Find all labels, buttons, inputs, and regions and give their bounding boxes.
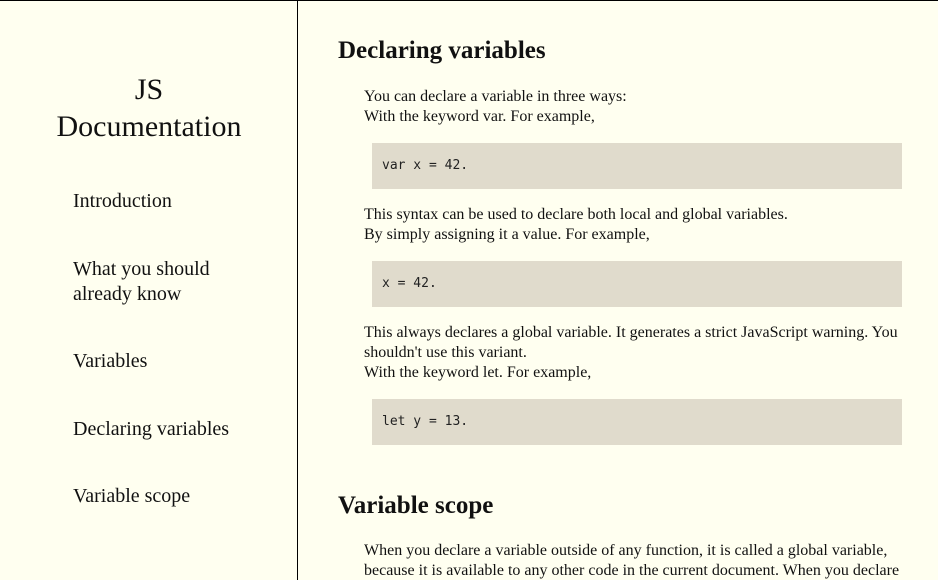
sidebar-title	[0, 71, 298, 145]
nav-link-variables[interactable]: Variables	[73, 350, 148, 372]
section-heading: Declaring variables	[338, 37, 546, 64]
paragraph	[364, 323, 928, 383]
nav-link-variable-scope[interactable]: Variable scope	[73, 485, 191, 507]
main-content	[299, 1, 938, 580]
section-heading: Variable scope	[338, 492, 494, 519]
sidebar-title-line1: JS	[134, 73, 164, 106]
code-block: x = 42.	[372, 261, 902, 307]
paragraph-line: You can declare a variable in three ways:	[364, 88, 627, 105]
code-block: var x = 42.	[372, 143, 902, 189]
paragraph-line: This syntax can be used to declare both local and global variables.	[364, 206, 788, 223]
navbar	[0, 1, 298, 580]
section-variable-scope	[338, 491, 938, 580]
paragraph: When you declare a variable outside of any function, it is called a global variable, because it is available to any other code in the current document. When you declare	[364, 542, 900, 579]
nav-link-introduction[interactable]: Introduction	[73, 190, 172, 212]
sidebar-title-line2: Documentation	[56, 110, 242, 143]
code-block: let y = 13.	[372, 399, 902, 445]
nav-link-what-you-should-already-know[interactable]: What you should already know	[73, 258, 210, 305]
paragraph-line: By simply assigning it a value. For example,	[364, 226, 650, 243]
paragraph-line: With the keyword let. For example,	[364, 364, 592, 381]
paragraph	[364, 87, 928, 127]
nav-link-declaring-variables[interactable]: Declaring variables	[73, 418, 230, 440]
section-declaring-variables	[338, 36, 938, 445]
nav-list	[73, 189, 273, 509]
paragraph	[364, 205, 928, 245]
paragraph-line: With the keyword var. For example,	[364, 108, 595, 125]
paragraph-line: This always declares a global variable. It generates a strict JavaScript warning. You shouldn't use this variant.	[364, 324, 898, 361]
